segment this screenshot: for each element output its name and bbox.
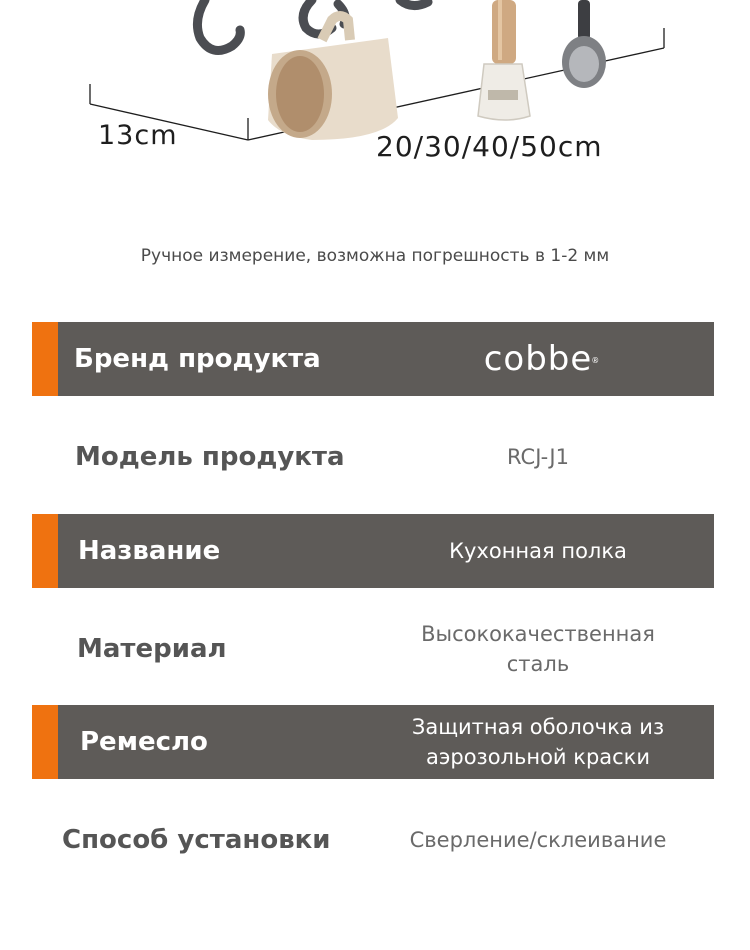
spec-label-name: Название [78, 536, 221, 566]
spec-value-installation: Сверление/склеивание [409, 828, 667, 852]
spec-row-brand [32, 322, 714, 396]
spec-label-brand: Бренд продукта [74, 344, 321, 374]
hook-icon [400, 0, 428, 6]
mug-icon [268, 16, 398, 140]
spoon-icon [562, 0, 606, 88]
spec-row-name [32, 514, 714, 588]
measurement-note: Ручное измерение, возможна погрешность в 1-2 мм [140, 246, 610, 266]
spec-value-name: Кухонная полка [449, 539, 627, 563]
spec-row-craft [32, 705, 714, 779]
accent-bar [32, 322, 58, 396]
peeler-icon [478, 0, 530, 120]
product-illustration [0, 0, 750, 210]
length-dimension-label: 20/30/40/50cm [376, 130, 603, 163]
spec-row-material [32, 612, 714, 686]
hook-icon [197, 0, 240, 51]
brand-logo: cobbe ® [483, 339, 601, 379]
spec-value-material: Высококачественная сталь [421, 622, 655, 676]
spec-label-craft: Ремесло [80, 727, 208, 757]
spec-row-installation [32, 803, 714, 877]
accent-bar [32, 514, 58, 588]
spec-label-material: Материал [77, 634, 227, 664]
depth-dimension-label: 13cm [98, 120, 178, 151]
spec-label-installation: Способ установки [62, 825, 331, 855]
accent-bar [32, 705, 58, 779]
spec-row-model [32, 420, 714, 494]
spec-label-model: Модель продукта [75, 442, 345, 472]
spec-value-brand [372, 322, 704, 396]
spec-value-model: RCJ-J1 [507, 445, 569, 469]
spec-value-craft: Защитная оболочка из аэрозольной краски [411, 715, 665, 769]
